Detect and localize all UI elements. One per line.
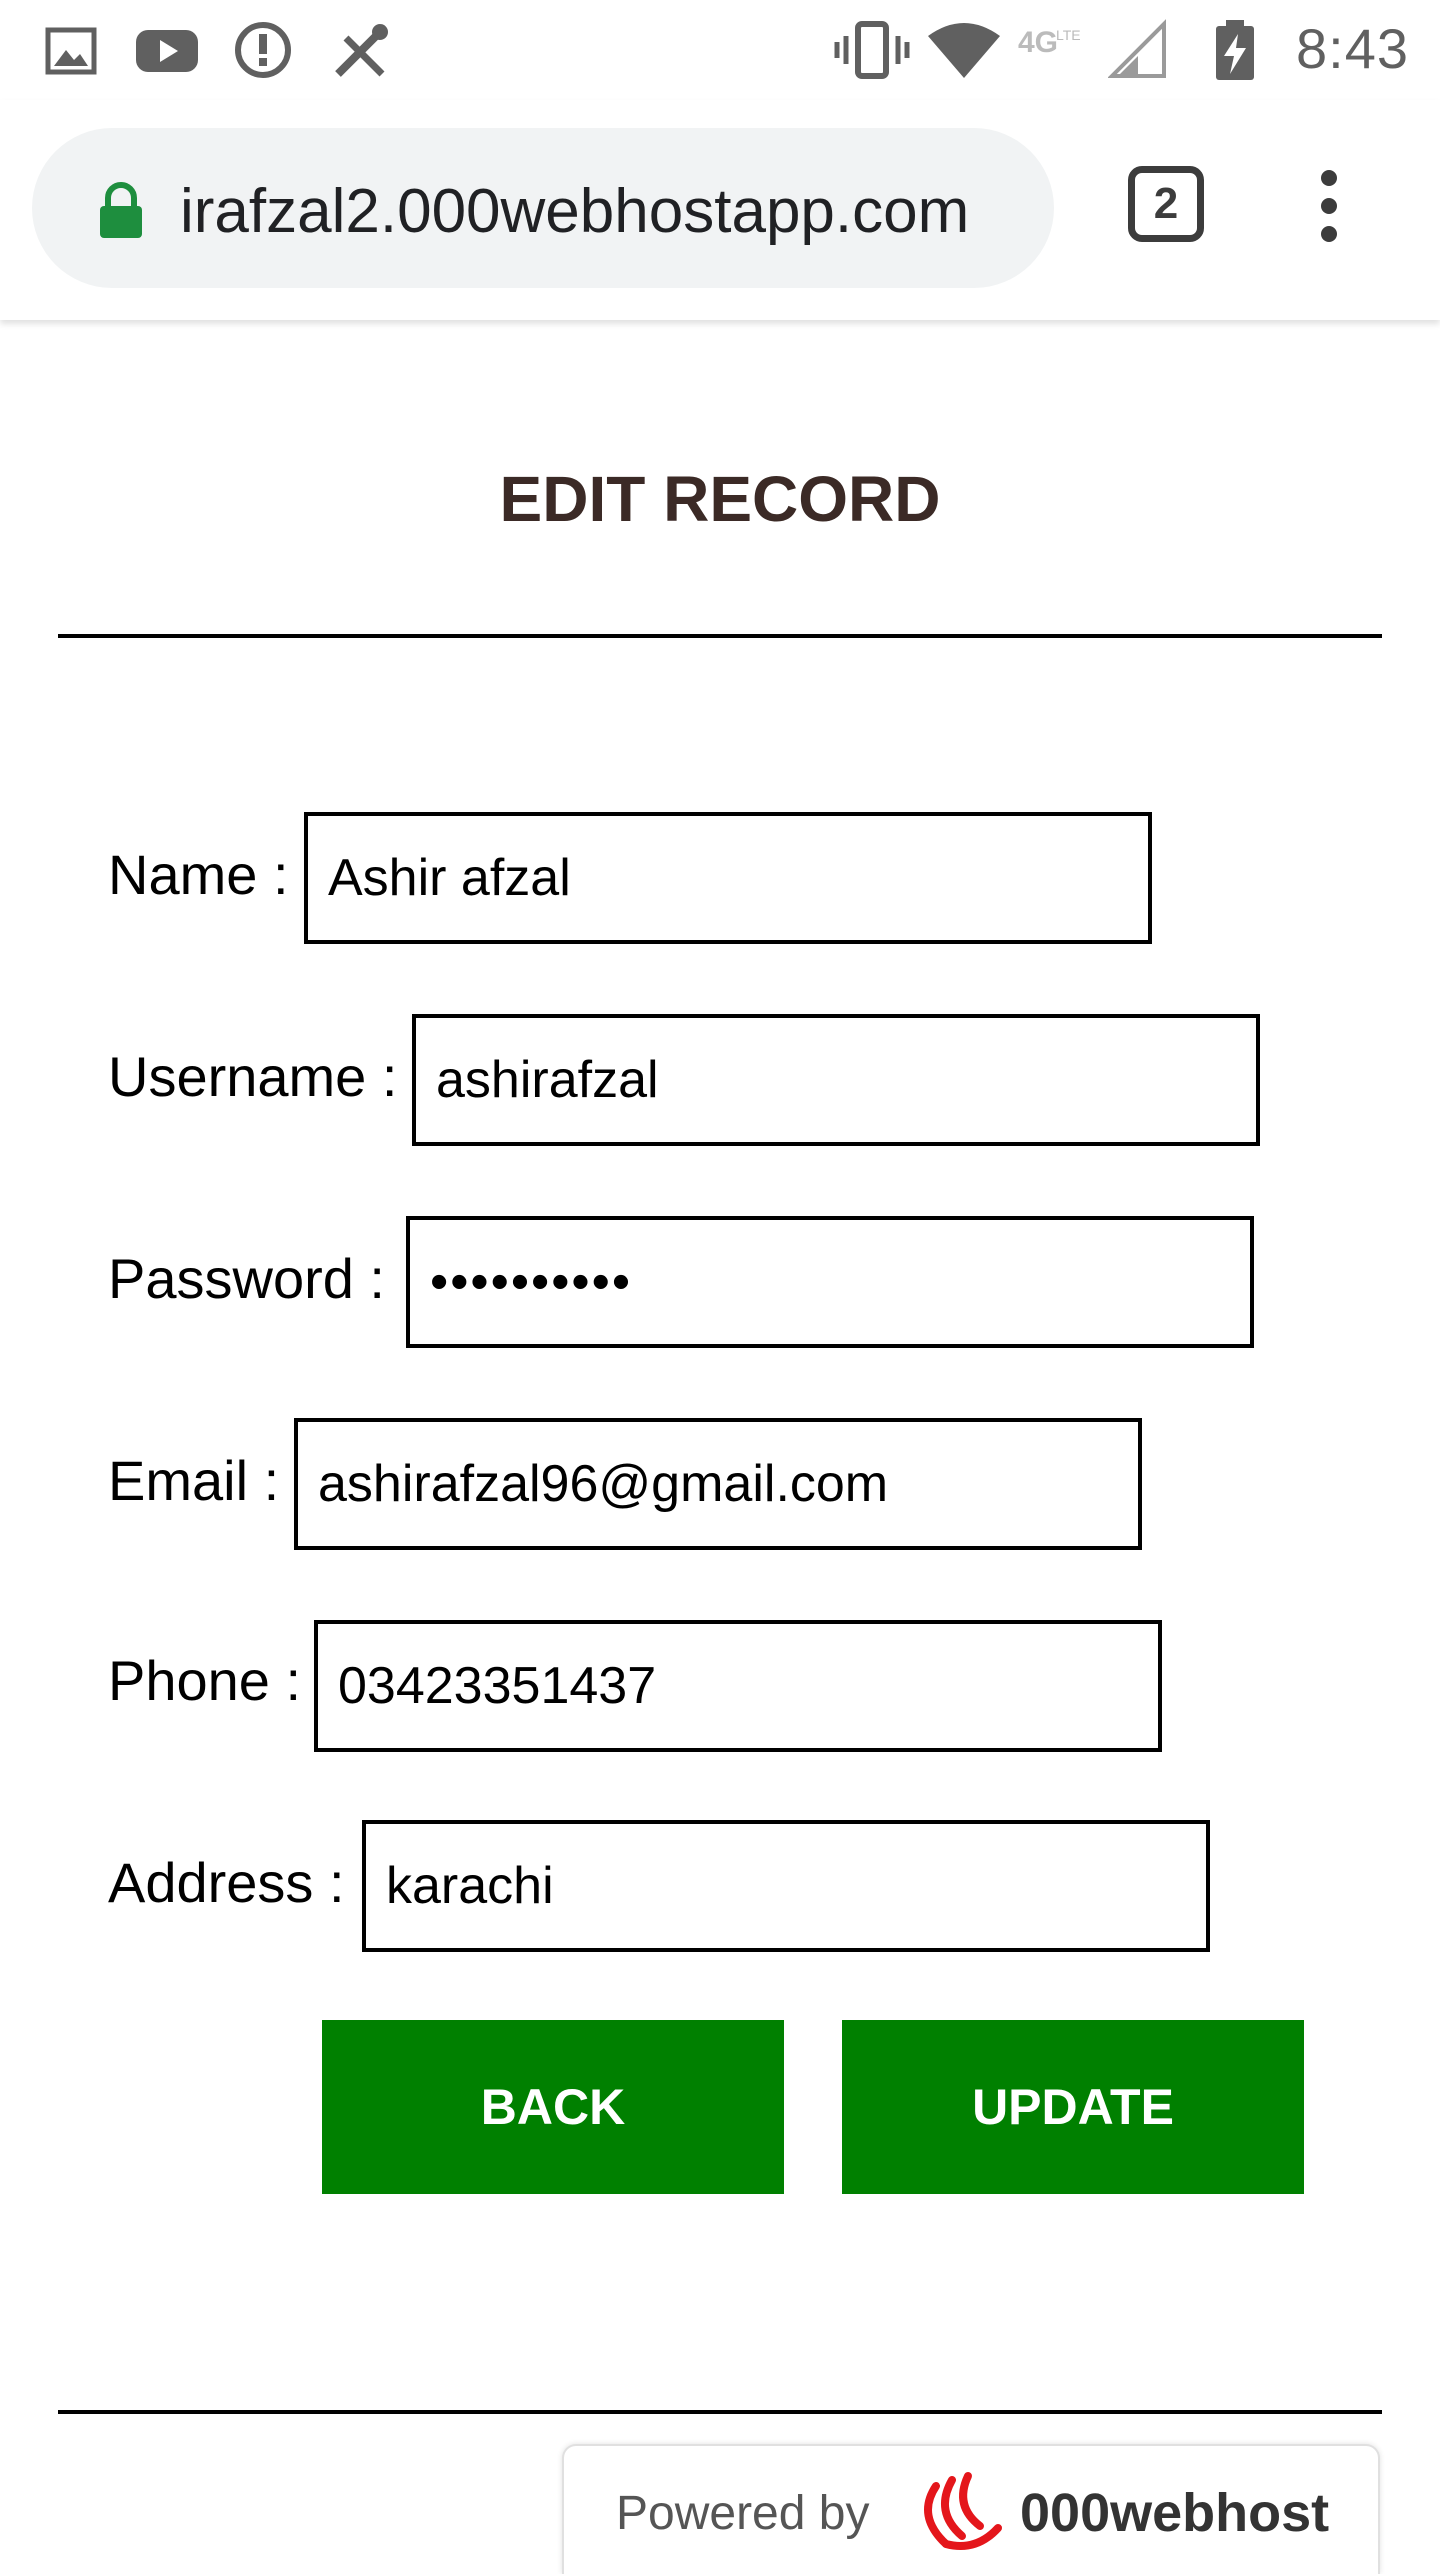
brand-name: 000webhost xyxy=(1020,2483,1330,2543)
000webhost-logo-icon xyxy=(906,2466,1006,2556)
address-label: Address : xyxy=(108,1851,345,1914)
svg-text:4G: 4G xyxy=(1018,26,1059,59)
divider-top xyxy=(58,634,1382,638)
powered-by-badge[interactable] xyxy=(562,2444,1380,2574)
password-input[interactable] xyxy=(406,1216,1254,1348)
tools-icon xyxy=(328,18,394,82)
youtube-icon xyxy=(134,18,200,82)
update-button[interactable]: UPDATE xyxy=(842,2020,1304,2194)
powered-by-text: Powered by xyxy=(616,2487,870,2540)
tab-switcher-button[interactable]: 2 xyxy=(1128,166,1204,242)
name-input[interactable] xyxy=(304,812,1152,944)
lte-icon xyxy=(1016,18,1082,82)
battery-charging-icon xyxy=(1210,18,1260,82)
phone-input[interactable] xyxy=(314,1620,1162,1752)
email-label: Email : xyxy=(108,1449,280,1512)
more-options-icon[interactable] xyxy=(1304,168,1354,244)
email-input[interactable] xyxy=(294,1418,1142,1550)
username-label: Username : xyxy=(108,1045,398,1108)
svg-text:LTE: LTE xyxy=(1056,27,1081,43)
name-label: Name : xyxy=(108,843,289,906)
status-bar xyxy=(0,0,1440,100)
signal-icon xyxy=(1108,18,1168,82)
password-label: Password : xyxy=(108,1247,385,1310)
lock-icon xyxy=(96,180,146,240)
back-button[interactable]: BACK xyxy=(322,2020,784,2194)
divider-bottom xyxy=(58,2410,1382,2414)
browser-toolbar xyxy=(0,100,1440,320)
alert-icon xyxy=(232,18,294,82)
username-input[interactable] xyxy=(412,1014,1260,1146)
address-input[interactable] xyxy=(362,1820,1210,1952)
wifi-icon xyxy=(926,18,1002,82)
gallery-icon xyxy=(44,18,100,82)
vibrate-icon xyxy=(834,18,910,82)
url-text[interactable]: irafzal2.000webhostapp.com xyxy=(180,177,970,246)
status-time: 8:43 xyxy=(1296,17,1409,80)
page-title: EDIT RECORD xyxy=(499,463,941,535)
address-bar[interactable] xyxy=(32,128,1054,288)
phone-label: Phone : xyxy=(108,1649,302,1712)
